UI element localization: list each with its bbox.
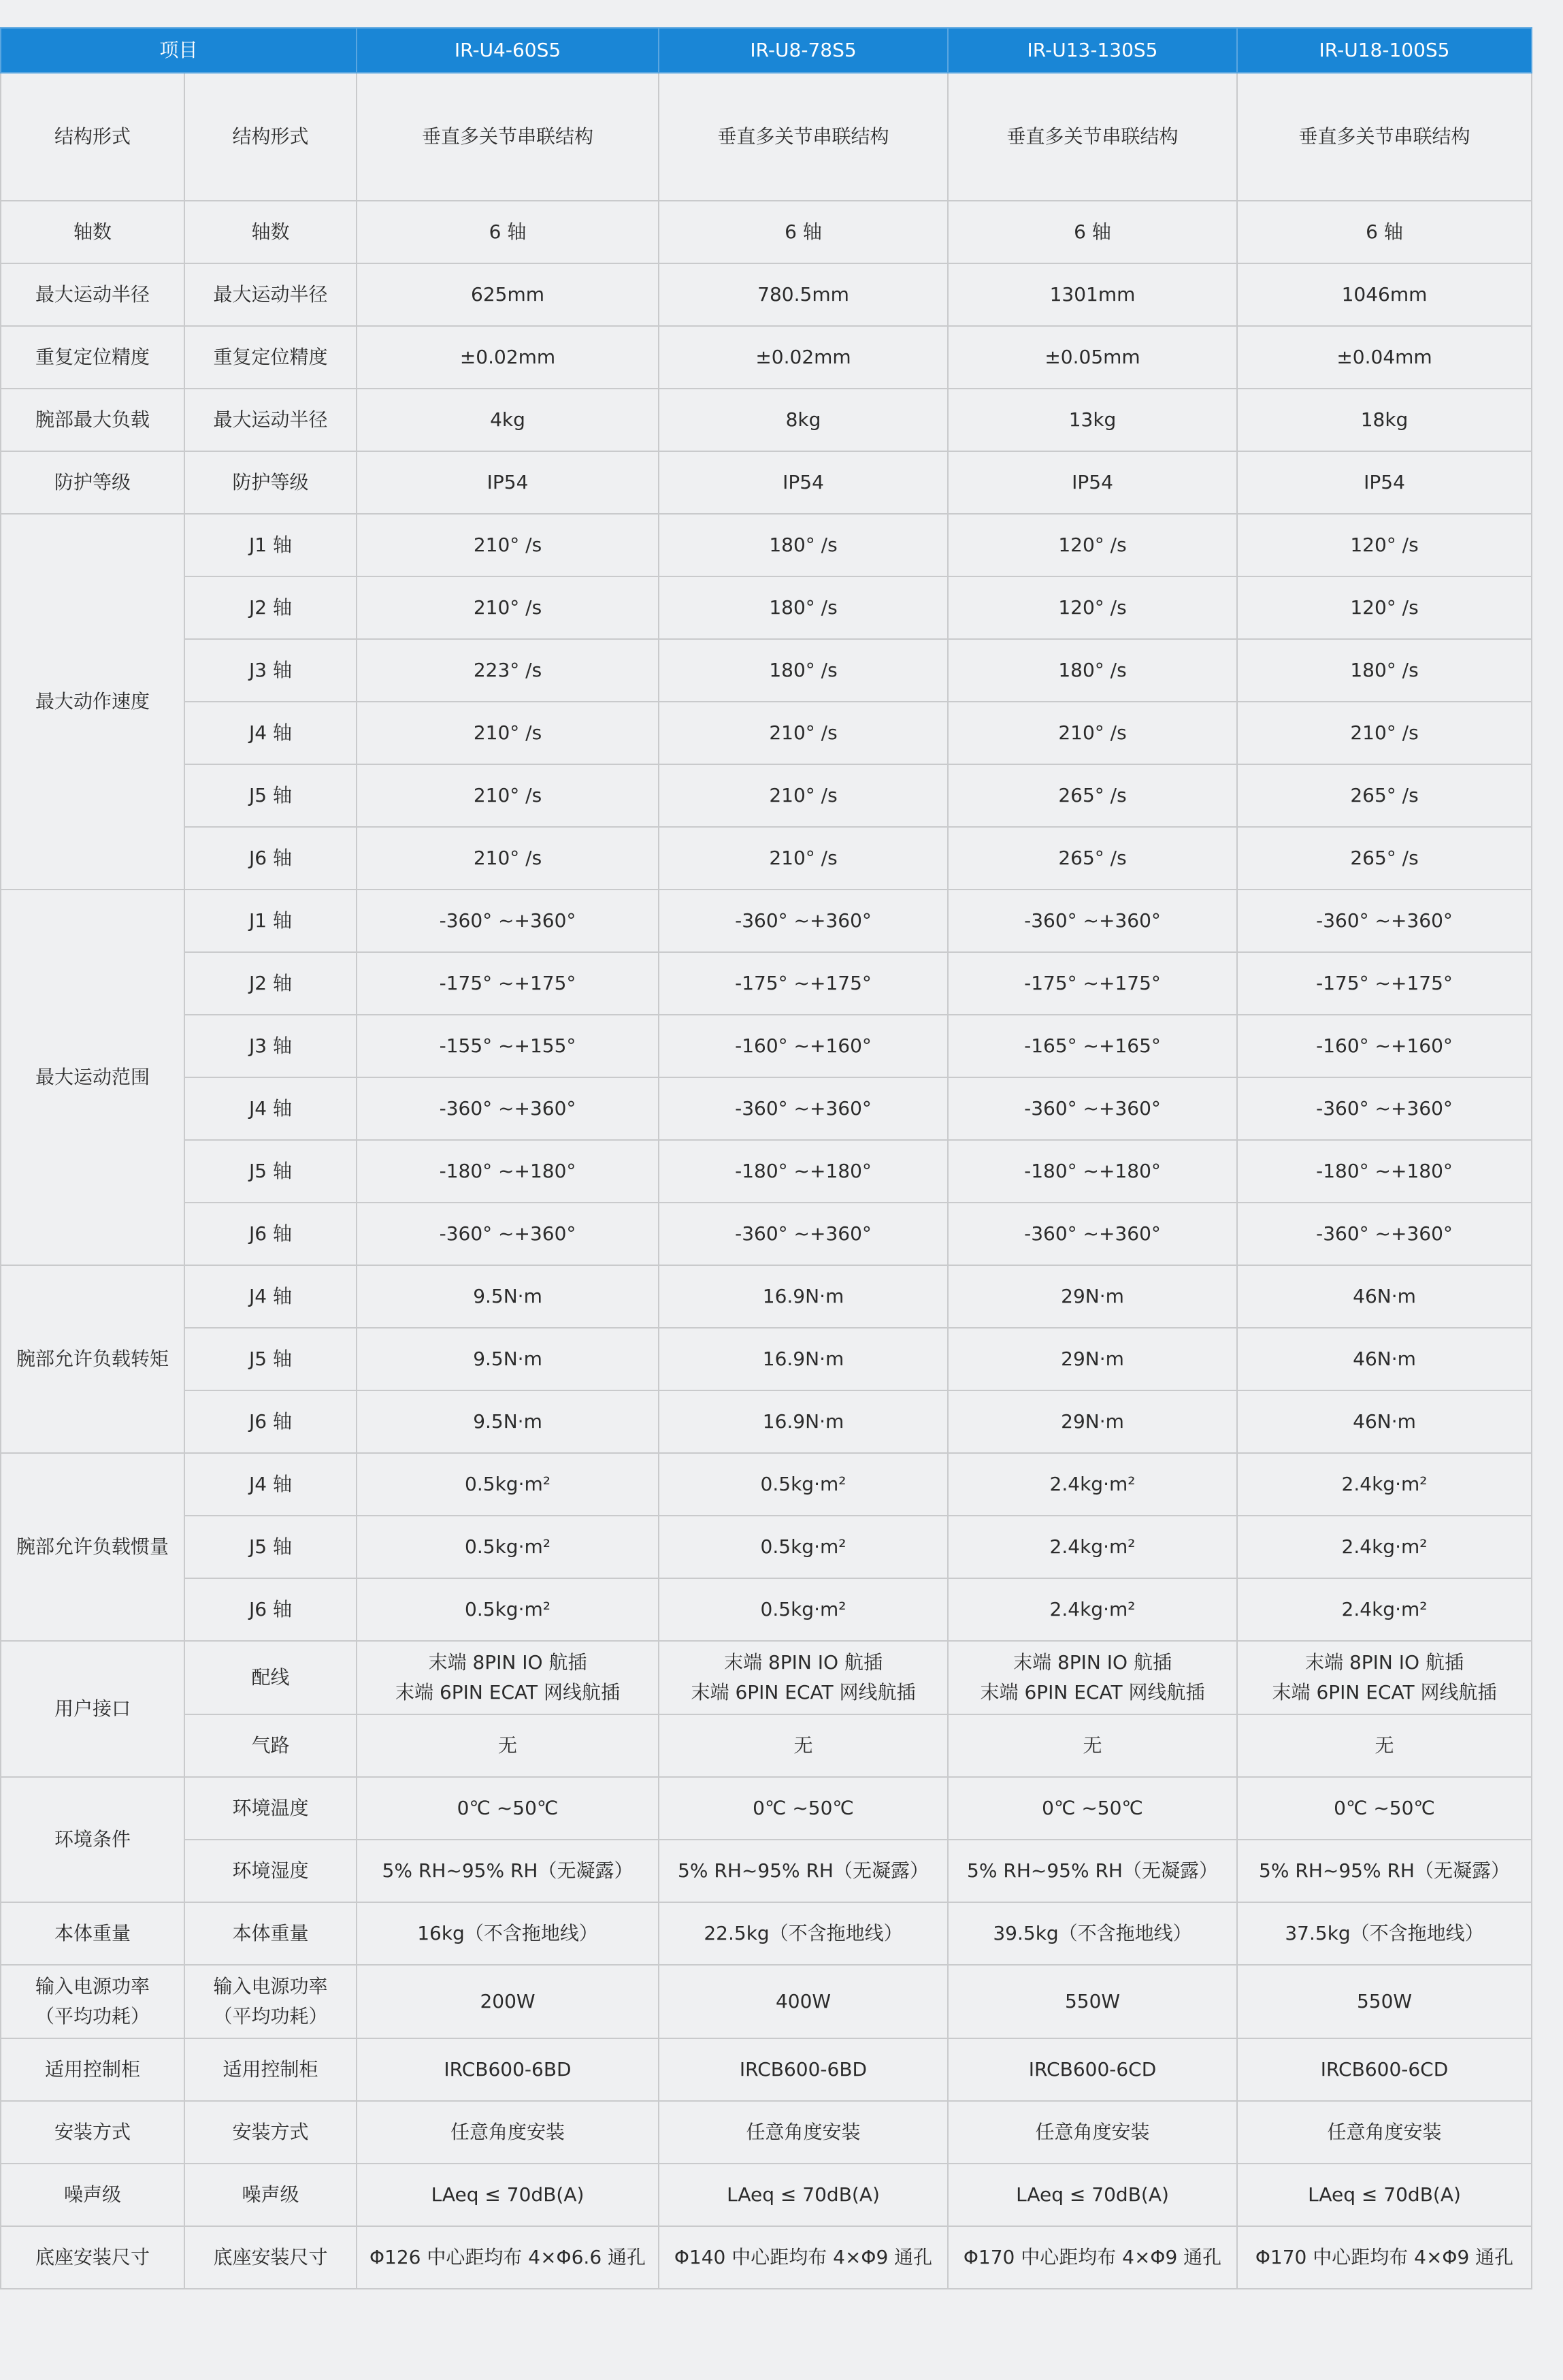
- value-cell: 0.5kg·m²: [357, 1453, 659, 1516]
- value-cell: Φ170 中心距均布 4×Φ9 通孔: [948, 2226, 1237, 2289]
- cell-line: （平均功耗）: [35, 2005, 150, 2027]
- sub-label: J4 轴: [184, 1453, 357, 1516]
- table-row: [1, 1077, 1532, 1140]
- sub-label: 适用控制柜: [184, 2038, 357, 2101]
- value-cell: 0℃ ~50℃: [357, 1777, 659, 1840]
- cell-line: 输入电源功率: [35, 1975, 150, 1998]
- section-label: [1, 1965, 184, 2038]
- sub-label: 安装方式: [184, 2101, 357, 2164]
- value-cell: 550W: [1237, 1965, 1532, 2038]
- value-cell: 垂直多关节串联结构: [659, 73, 948, 201]
- value-cell: LAeq ≤ 70dB(A): [659, 2164, 948, 2226]
- value-cell: 垂直多关节串联结构: [948, 73, 1237, 201]
- table-row: [1, 263, 1532, 326]
- value-cell: -175° ~+175°: [1237, 952, 1532, 1015]
- cell-line: 末端 6PIN ECAT 网线航插: [395, 1681, 620, 1704]
- value-cell: 9.5N·m: [357, 1328, 659, 1390]
- value-cell: -160° ~+160°: [659, 1015, 948, 1077]
- value-cell: -180° ~+180°: [1237, 1140, 1532, 1203]
- value-cell: 0℃ ~50℃: [659, 1777, 948, 1840]
- sub-label: J2 轴: [184, 576, 357, 639]
- value-cell: 180° /s: [659, 576, 948, 639]
- value-cell: 任意角度安装: [1237, 2101, 1532, 2164]
- section-label: 最大运动半径: [1, 263, 184, 326]
- cell-line: 末端 6PIN ECAT 网线航插: [1272, 1681, 1497, 1704]
- value-cell: 16.9N·m: [659, 1328, 948, 1390]
- value-cell: ±0.05mm: [948, 326, 1237, 389]
- value-cell: -155° ~+155°: [357, 1015, 659, 1077]
- section-label: 重复定位精度: [1, 326, 184, 389]
- value-cell: LAeq ≤ 70dB(A): [948, 2164, 1237, 2226]
- table-row: [1, 73, 1532, 201]
- value-cell: -360° ~+360°: [659, 1203, 948, 1265]
- value-cell: -360° ~+360°: [948, 1077, 1237, 1140]
- sub-label: J3 轴: [184, 639, 357, 702]
- value-cell: 37.5kg（不含拖地线）: [1237, 1902, 1532, 1965]
- section-label: 结构形式: [1, 73, 184, 201]
- value-cell: 0.5kg·m²: [659, 1516, 948, 1578]
- value-cell: 无: [357, 1714, 659, 1777]
- section-label: 防护等级: [1, 451, 184, 514]
- value-cell: 265° /s: [1237, 764, 1532, 827]
- value-cell: -175° ~+175°: [659, 952, 948, 1015]
- value-cell: -360° ~+360°: [1237, 1077, 1532, 1140]
- value-cell: 39.5kg（不含拖地线）: [948, 1902, 1237, 1965]
- value-cell: 1046mm: [1237, 263, 1532, 326]
- sub-label: J6 轴: [184, 1390, 357, 1453]
- table-row: [1, 1902, 1532, 1965]
- value-cell: 210° /s: [357, 702, 659, 764]
- section-label: 腕部最大负载: [1, 389, 184, 451]
- value-cell: 265° /s: [1237, 827, 1532, 890]
- table-row: [1, 389, 1532, 451]
- value-cell: -360° ~+360°: [659, 1077, 948, 1140]
- value-cell: 180° /s: [659, 639, 948, 702]
- sub-label: 环境温度: [184, 1777, 357, 1840]
- sub-label: 结构形式: [184, 73, 357, 201]
- sub-label: J5 轴: [184, 1328, 357, 1390]
- value-cell: IRCB600-6CD: [948, 2038, 1237, 2101]
- value-cell: IRCB600-6CD: [1237, 2038, 1532, 2101]
- cell-line: 末端 8PIN IO 航插: [724, 1651, 883, 1674]
- value-cell: ±0.02mm: [357, 326, 659, 389]
- header-item-label: 项目: [1, 28, 357, 73]
- value-cell: 2.4kg·m²: [948, 1578, 1237, 1641]
- sub-label: 噪声级: [184, 2164, 357, 2226]
- value-cell: 29N·m: [948, 1265, 1237, 1328]
- sub-label: 底座安装尺寸: [184, 2226, 357, 2289]
- table-row: [1, 1641, 1532, 1714]
- value-cell: 120° /s: [1237, 514, 1532, 576]
- value-cell: 400W: [659, 1965, 948, 2038]
- value-cell: 2.4kg·m²: [1237, 1453, 1532, 1516]
- sub-label: J5 轴: [184, 764, 357, 827]
- value-cell: 210° /s: [1237, 702, 1532, 764]
- value-cell: 任意角度安装: [659, 2101, 948, 2164]
- value-cell: 2.4kg·m²: [948, 1453, 1237, 1516]
- cell-line: 末端 8PIN IO 航插: [1013, 1651, 1172, 1674]
- sub-label: J4 轴: [184, 1265, 357, 1328]
- table-row: [1, 1328, 1532, 1390]
- cell-line: 末端 6PIN ECAT 网线航插: [980, 1681, 1205, 1704]
- value-cell: 29N·m: [948, 1328, 1237, 1390]
- table-row: [1, 1453, 1532, 1516]
- table-body: [1, 73, 1532, 2289]
- value-cell: Φ140 中心距均布 4×Φ9 通孔: [659, 2226, 948, 2289]
- value-cell: 6 轴: [948, 201, 1237, 263]
- value-cell: 0.5kg·m²: [659, 1453, 948, 1516]
- section-label: 本体重量: [1, 1902, 184, 1965]
- sub-label: J6 轴: [184, 827, 357, 890]
- sub-label: J1 轴: [184, 890, 357, 952]
- value-cell: 210° /s: [357, 764, 659, 827]
- value-cell: 210° /s: [948, 702, 1237, 764]
- value-cell: 2.4kg·m²: [1237, 1578, 1532, 1641]
- value-cell: 46N·m: [1237, 1265, 1532, 1328]
- value-cell: 任意角度安装: [357, 2101, 659, 2164]
- section-label: 噪声级: [1, 2164, 184, 2226]
- value-cell: 5% RH~95% RH（无凝露）: [1237, 1840, 1532, 1902]
- section-label: 底座安装尺寸: [1, 2226, 184, 2289]
- cell-line: （平均功耗）: [213, 2005, 328, 2027]
- table-row: [1, 827, 1532, 890]
- section-label: 轴数: [1, 201, 184, 263]
- value-cell: ±0.04mm: [1237, 326, 1532, 389]
- header-model-1: IR-U4-60S5: [357, 28, 659, 73]
- table-row: [1, 702, 1532, 764]
- table-row: [1, 1777, 1532, 1840]
- header-model-4: IR-U18-100S5: [1237, 28, 1532, 73]
- value-cell: -360° ~+360°: [357, 1203, 659, 1265]
- value-cell: 任意角度安装: [948, 2101, 1237, 2164]
- header-model-2: IR-U8-78S5: [659, 28, 948, 73]
- value-cell: 5% RH~95% RH（无凝露）: [948, 1840, 1237, 1902]
- sub-label: 轴数: [184, 201, 357, 263]
- value-cell: 210° /s: [659, 827, 948, 890]
- sub-label: [184, 1965, 357, 2038]
- table-row: [1, 1390, 1532, 1453]
- value-cell: 120° /s: [948, 514, 1237, 576]
- table-row: [1, 451, 1532, 514]
- table-row: [1, 952, 1532, 1015]
- table-row: [1, 1140, 1532, 1203]
- value-cell: IP54: [659, 451, 948, 514]
- table-row: [1, 1714, 1532, 1777]
- value-cell: -175° ~+175°: [948, 952, 1237, 1015]
- table-row: [1, 1840, 1532, 1902]
- value-cell: 5% RH~95% RH（无凝露）: [659, 1840, 948, 1902]
- sub-label: J3 轴: [184, 1015, 357, 1077]
- sub-label: 最大运动半径: [184, 263, 357, 326]
- section-label: 适用控制柜: [1, 2038, 184, 2101]
- value-cell: -360° ~+360°: [357, 890, 659, 952]
- value-cell: 46N·m: [1237, 1328, 1532, 1390]
- section-label: 最大运动范围: [1, 890, 184, 1265]
- table-row: [1, 2038, 1532, 2101]
- sub-label: J5 轴: [184, 1140, 357, 1203]
- value-cell: LAeq ≤ 70dB(A): [1237, 2164, 1532, 2226]
- value-cell: -360° ~+360°: [659, 890, 948, 952]
- value-cell: IRCB600-6BD: [357, 2038, 659, 2101]
- value-cell: 200W: [357, 1965, 659, 2038]
- value-cell: LAeq ≤ 70dB(A): [357, 2164, 659, 2226]
- cell-line: 末端 8PIN IO 航插: [1305, 1651, 1464, 1674]
- value-cell: 223° /s: [357, 639, 659, 702]
- value-cell: [1237, 1641, 1532, 1714]
- sub-label: J4 轴: [184, 1077, 357, 1140]
- sub-label: 最大运动半径: [184, 389, 357, 451]
- value-cell: 16kg（不含拖地线）: [357, 1902, 659, 1965]
- sub-label: 本体重量: [184, 1902, 357, 1965]
- table-row: [1, 2226, 1532, 2289]
- value-cell: 210° /s: [659, 702, 948, 764]
- value-cell: [357, 1641, 659, 1714]
- section-label: 用户接口: [1, 1641, 184, 1777]
- table-row: [1, 514, 1532, 576]
- value-cell: Φ170 中心距均布 4×Φ9 通孔: [1237, 2226, 1532, 2289]
- value-cell: 0.5kg·m²: [357, 1516, 659, 1578]
- value-cell: 16.9N·m: [659, 1390, 948, 1453]
- header-model-3: IR-U13-130S5: [948, 28, 1237, 73]
- value-cell: 180° /s: [659, 514, 948, 576]
- value-cell: 29N·m: [948, 1390, 1237, 1453]
- value-cell: 13kg: [948, 389, 1237, 451]
- value-cell: -180° ~+180°: [659, 1140, 948, 1203]
- value-cell: -360° ~+360°: [357, 1077, 659, 1140]
- sub-label: 重复定位精度: [184, 326, 357, 389]
- value-cell: 210° /s: [357, 514, 659, 576]
- value-cell: -180° ~+180°: [948, 1140, 1237, 1203]
- section-label: 腕部允许负载转矩: [1, 1265, 184, 1453]
- value-cell: 46N·m: [1237, 1390, 1532, 1453]
- value-cell: 0℃ ~50℃: [1237, 1777, 1532, 1840]
- value-cell: ±0.02mm: [659, 326, 948, 389]
- value-cell: 6 轴: [357, 201, 659, 263]
- value-cell: -180° ~+180°: [357, 1140, 659, 1203]
- value-cell: -175° ~+175°: [357, 952, 659, 1015]
- table-row: [1, 326, 1532, 389]
- value-cell: -360° ~+360°: [948, 890, 1237, 952]
- table-row: [1, 576, 1532, 639]
- sub-label: J1 轴: [184, 514, 357, 576]
- cell-line: 输入电源功率: [213, 1975, 328, 1998]
- value-cell: Φ126 中心距均布 4×Φ6.6 通孔: [357, 2226, 659, 2289]
- value-cell: IP54: [948, 451, 1237, 514]
- spec-table: [0, 27, 1532, 2289]
- value-cell: 0.5kg·m²: [659, 1578, 948, 1641]
- cell-line: 末端 8PIN IO 航插: [428, 1651, 587, 1674]
- value-cell: 265° /s: [948, 764, 1237, 827]
- table-row: [1, 1965, 1532, 2038]
- value-cell: 1301mm: [948, 263, 1237, 326]
- sub-label: J4 轴: [184, 702, 357, 764]
- value-cell: 9.5N·m: [357, 1390, 659, 1453]
- sub-label: J5 轴: [184, 1516, 357, 1578]
- sub-label: 配线: [184, 1641, 357, 1714]
- value-cell: 8kg: [659, 389, 948, 451]
- value-cell: 6 轴: [659, 201, 948, 263]
- table-row: [1, 1516, 1532, 1578]
- value-cell: 780.5mm: [659, 263, 948, 326]
- value-cell: 16.9N·m: [659, 1265, 948, 1328]
- value-cell: -360° ~+360°: [1237, 890, 1532, 952]
- cell-line: 末端 6PIN ECAT 网线航插: [691, 1681, 916, 1704]
- section-label: 最大动作速度: [1, 514, 184, 890]
- value-cell: IRCB600-6BD: [659, 2038, 948, 2101]
- sub-label: 防护等级: [184, 451, 357, 514]
- sub-label: 气路: [184, 1714, 357, 1777]
- value-cell: 垂直多关节串联结构: [1237, 73, 1532, 201]
- table-row: [1, 201, 1532, 263]
- value-cell: [659, 1641, 948, 1714]
- section-label: 腕部允许负载惯量: [1, 1453, 184, 1641]
- table-row: [1, 1578, 1532, 1641]
- value-cell: 210° /s: [357, 576, 659, 639]
- value-cell: 625mm: [357, 263, 659, 326]
- section-label: 环境条件: [1, 1777, 184, 1902]
- value-cell: 120° /s: [948, 576, 1237, 639]
- value-cell: 2.4kg·m²: [948, 1516, 1237, 1578]
- value-cell: 无: [948, 1714, 1237, 1777]
- value-cell: 180° /s: [948, 639, 1237, 702]
- value-cell: 0.5kg·m²: [357, 1578, 659, 1641]
- value-cell: 5% RH~95% RH（无凝露）: [357, 1840, 659, 1902]
- table-row: [1, 890, 1532, 952]
- value-cell: 垂直多关节串联结构: [357, 73, 659, 201]
- sub-label: J6 轴: [184, 1578, 357, 1641]
- value-cell: -360° ~+360°: [948, 1203, 1237, 1265]
- value-cell: IP54: [357, 451, 659, 514]
- value-cell: 无: [659, 1714, 948, 1777]
- value-cell: 4kg: [357, 389, 659, 451]
- value-cell: 2.4kg·m²: [1237, 1516, 1532, 1578]
- table-row: [1, 2164, 1532, 2226]
- value-cell: 210° /s: [659, 764, 948, 827]
- section-label: 安装方式: [1, 2101, 184, 2164]
- value-cell: 无: [1237, 1714, 1532, 1777]
- table-header: [1, 28, 1532, 73]
- value-cell: [948, 1641, 1237, 1714]
- value-cell: -160° ~+160°: [1237, 1015, 1532, 1077]
- value-cell: 180° /s: [1237, 639, 1532, 702]
- value-cell: 18kg: [1237, 389, 1532, 451]
- table-row: [1, 639, 1532, 702]
- sub-label: J2 轴: [184, 952, 357, 1015]
- value-cell: 210° /s: [357, 827, 659, 890]
- table-row: [1, 1203, 1532, 1265]
- value-cell: 265° /s: [948, 827, 1237, 890]
- value-cell: -165° ~+165°: [948, 1015, 1237, 1077]
- value-cell: 9.5N·m: [357, 1265, 659, 1328]
- value-cell: 6 轴: [1237, 201, 1532, 263]
- value-cell: 550W: [948, 1965, 1237, 2038]
- sub-label: J6 轴: [184, 1203, 357, 1265]
- value-cell: IP54: [1237, 451, 1532, 514]
- table-row: [1, 1015, 1532, 1077]
- sub-label: 环境湿度: [184, 1840, 357, 1902]
- value-cell: -360° ~+360°: [1237, 1203, 1532, 1265]
- value-cell: 0℃ ~50℃: [948, 1777, 1237, 1840]
- value-cell: 120° /s: [1237, 576, 1532, 639]
- table-row: [1, 764, 1532, 827]
- value-cell: 22.5kg（不含拖地线）: [659, 1902, 948, 1965]
- header-row: [1, 28, 1532, 73]
- table-row: [1, 2101, 1532, 2164]
- table-row: [1, 1265, 1532, 1328]
